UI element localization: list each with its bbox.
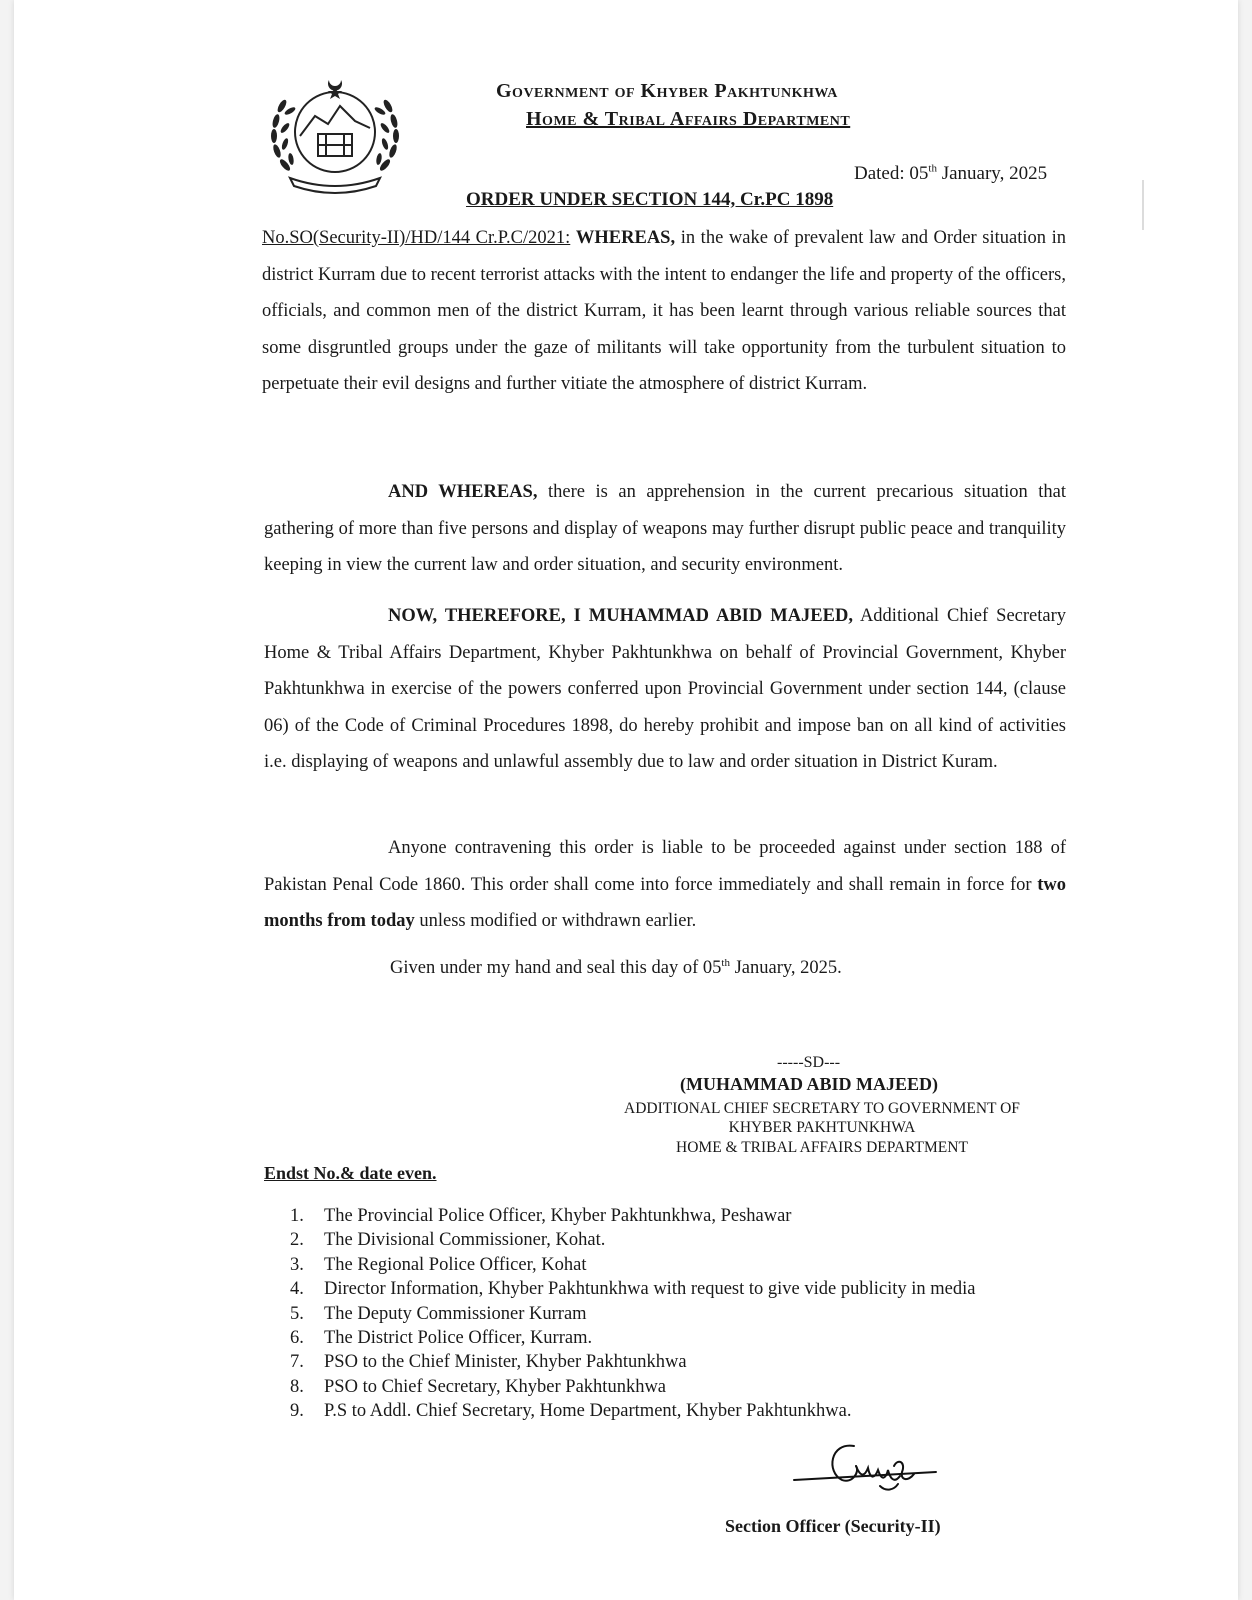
and-whereas-label: AND WHEREAS,	[388, 482, 538, 502]
given-suffix: January, 2025.	[729, 958, 842, 978]
list-item	[290, 1302, 975, 1326]
list-item-number: 3.	[290, 1254, 304, 1275]
paragraph-whereas	[262, 220, 1066, 403]
whereas-text: in the wake of prevalent law and Order situation in district Kurram due to recent terrorist attacks with the intent to endanger the life and property of the officers, officials, and common men of the district Kurram, it has been learnt through various reliable sources that some disgruntled groups under the gaze of militants will take opportunity from the turbulent situation to perpetuate their evil designs and further vitiate the atmosphere of district Kurram.	[262, 228, 1067, 394]
list-item-text: P.S to Addl. Chief Secretary, Home Department, Khyber Pakhtunkhwa.	[324, 1401, 852, 1422]
list-item-number: 9.	[290, 1401, 304, 1422]
given-sup: th	[721, 956, 730, 969]
list-item-number: 7.	[290, 1352, 304, 1373]
kp-emblem-icon	[260, 66, 410, 206]
paragraph-penalty	[264, 830, 1066, 940]
endorsement-title: Endst No.& date even.	[264, 1163, 437, 1183]
dated-suffix: January, 2025	[936, 163, 1048, 184]
signature-icon	[790, 1432, 940, 1512]
and-whereas-text: there is an apprehension in the current precarious situation that gathering of more than five persons and display of weapons may further disrupt public peace and tranquility keeping in view the current law and order situation, and security environment.	[264, 482, 1066, 575]
now-therefore-text: Additional Chief Secretary Home & Tribal Affairs Department, Khyber Pakhtunkhwa on behalf of Provincial Government, Khyber Pakhtunkhwa in exercise of the powers conferred upon Provincial Government under section 144, (clause 06) of the Code of Criminal Procedures 1898, do hereby prohibit and impose ban on all kind of activities i.e. displaying of weapons and unlawful assembly due to law and order situation in District Kuram.	[264, 606, 1066, 772]
order-title: ORDER UNDER SECTION 144, Cr.PC 1898	[466, 189, 834, 210]
list-item-text: The Regional Police Officer, Kohat	[324, 1254, 587, 1275]
list-item-number: 5.	[290, 1303, 304, 1324]
list-item	[290, 1277, 975, 1301]
dated-line	[854, 163, 1047, 185]
signatory-name: (MUHAMMAD ABID MAJEED)	[680, 1074, 938, 1094]
list-item-text: PSO to Chief Secretary, Khyber Pakhtunkhwa	[324, 1376, 667, 1397]
penalty-duration: two months from today	[264, 874, 1066, 931]
list-item-text: The Deputy Commissioner Kurram	[324, 1303, 587, 1324]
list-item-number: 1.	[290, 1206, 304, 1226]
list-item-number: 4.	[290, 1279, 304, 1300]
list-item-text: Director Information, Khyber Pakhtunkhwa with request to give vide publicity in media	[324, 1279, 976, 1300]
penalty-text-a: Anyone contravening this order is liable to be proceeded against under section 188 of Pakistan Penal Code 1860. This order shall come into force immediately and shall remain in force for	[264, 838, 1066, 895]
penalty-text-b: unless modified or withdrawn earlier.	[414, 911, 697, 931]
list-item-number: 6.	[290, 1327, 304, 1348]
given-prefix: Given under my hand and seal this day of 05	[390, 958, 722, 978]
paragraph-now-therefore	[264, 598, 1066, 781]
list-item	[290, 1326, 975, 1350]
list-item	[290, 1350, 975, 1374]
reference-number: No.SO(Security-II)/HD/144 Cr.P.C/2021:	[262, 228, 571, 248]
list-item-text: The Divisional Commissioner, Kohat.	[324, 1230, 606, 1251]
list-item-text: The Provincial Police Officer, Khyber Pakhtunkhwa, Peshawar	[324, 1206, 792, 1226]
list-item-text: The District Police Officer, Kurram.	[324, 1327, 593, 1348]
list-item-number: 2.	[290, 1230, 304, 1251]
dated-prefix: Dated: 05	[854, 163, 929, 184]
government-title: Government of Khyber Pakhtunkhwa	[496, 80, 838, 102]
signatory-designation-line-2: KHYBER PAKHTUNKHWA	[728, 1119, 916, 1136]
document-page	[14, 0, 1238, 1600]
list-item-text: PSO to the Chief Minister, Khyber Pakhtunkhwa	[324, 1352, 687, 1373]
list-item	[290, 1399, 975, 1423]
list-item	[290, 1253, 975, 1277]
list-item	[290, 1375, 975, 1399]
signatory-designation-line-3: HOME & TRIBAL AFFAIRS DEPARTMENT	[676, 1139, 968, 1156]
distribution-list	[290, 1204, 975, 1424]
section-officer-label: Section Officer (Security-II)	[725, 1516, 941, 1536]
given-under-hand-line	[390, 958, 842, 979]
list-item	[290, 1204, 975, 1228]
list-item	[290, 1228, 975, 1252]
scan-margin-mark	[1142, 180, 1144, 230]
paragraph-and-whereas	[264, 474, 1066, 584]
whereas-label: WHEREAS,	[575, 228, 676, 248]
signatory-designation-line-1: ADDITIONAL CHIEF SECRETARY TO GOVERNMENT OF	[624, 1100, 1020, 1117]
dated-sup: th	[928, 162, 937, 175]
now-therefore-label: NOW, THEREFORE, I MUHAMMAD ABID MAJEED,	[388, 606, 853, 626]
signed-marker: -----SD---	[777, 1054, 841, 1071]
department-title: Home & Tribal Affairs Department	[526, 108, 851, 130]
list-item-number: 8.	[290, 1376, 304, 1397]
